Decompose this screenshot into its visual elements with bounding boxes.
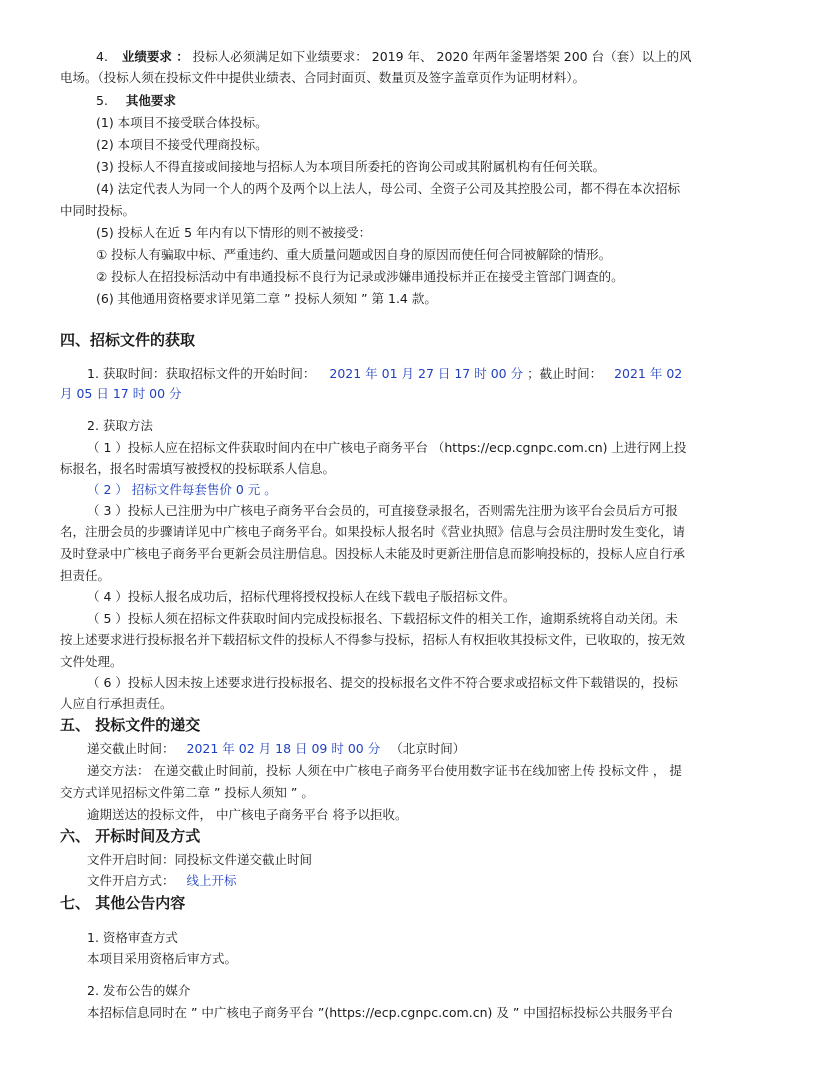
qualification-review-title: 1. 资格审查方式 [87, 930, 178, 945]
late-submission-note: 逾期送达的投标文件， 中广核电子商务平台 将予以拒收。 [87, 807, 408, 822]
method-3-line3: 及时登录中广核电子商务平台更新会员注册信息。因投标人未能及时更新注册信息而影响投标的，投标人应自行承 [60, 546, 686, 561]
method-5-line3: 文件处理。 [60, 654, 123, 669]
method-1-line2: 标报名，报名时需填写被授权的投标联系人信息。 [60, 461, 336, 476]
method-3-line2: 名，注册会员的步骤请详见中广核电子商务平台。如果投标人报名时《营业执照》信息与会员注册时发生变化，请 [60, 524, 686, 539]
method-5-line2: 按上述要求进行投标报名并下载招标文件的投标人不得参与投标，招标人有权拒收其投标文件，已收取的，按无效 [60, 632, 686, 647]
performance-requirement-line1 [96, 47, 692, 67]
label-text: 递交截止时间： [87, 741, 175, 756]
submission-method-line1: 递交方法： 在递交截止时间前，投标 人须在中广核电子商务平台使用数字证书在线加密上传 投标文件 ， 提 [87, 763, 682, 778]
requirement-6: (6) 其他通用资格要求详见第二章 ” 投标人须知 ” 第 1.4 款。 [96, 291, 437, 306]
requirement-4-line2: 中同时投标。 [60, 203, 136, 218]
label-text: 文件开启方式： [87, 873, 175, 888]
publication-media-title: 2. 发布公告的媒介 [87, 983, 191, 998]
section-heading-4: 四、招标文件的获取 [60, 331, 196, 349]
submission-method-line2: 交方式详见招标文件第二章 ” 投标人须知 ” 。 [60, 785, 314, 800]
opening-time: 文件开启时间：同投标文件递交截止时间 [87, 852, 313, 867]
section-heading-6: 六、 开标时间及方式 [60, 827, 201, 845]
acquisition-method-title: 2. 获取方法 [87, 418, 153, 433]
method-3-line1: （ 3 ）投标人已注册为中广核电子商务平台会员的，可直接登录报名，否则需先注册为该平台会员后方可报 [87, 503, 678, 518]
start-time: 2021 年 01 月 27 日 17 时 00 分 [329, 366, 524, 381]
section-heading-7: 七、 其他公告内容 [60, 894, 186, 912]
method-4: （ 4 ）投标人报名成功后，招标代理将授权投标人在线下载电子版招标文件。 [87, 589, 516, 604]
acquisition-time-line1 [87, 364, 682, 384]
opening-method [87, 871, 237, 891]
requirement-2: (2) 本项目不接受代理商投标。 [96, 137, 268, 152]
method-6-line2: 人应自行承担责任。 [60, 696, 173, 711]
end-time-part1: 2021 年 02 [614, 366, 683, 381]
item-number: 5. [96, 93, 108, 108]
method-2: （ 2 ） 招标文件每套售价 0 元 。 [87, 482, 277, 497]
requirement-1: (1) 本项目不接受联合体投标。 [96, 115, 268, 130]
method-5-line1: （ 5 ）投标人须在招标文件获取时间内完成投标报名、下载招标文件的相关工作，逾期系统将自动关闭。未 [87, 611, 678, 626]
submission-deadline [87, 739, 465, 759]
requirement-4-line1: (4) 法定代表人为同一个人的两个及两个以上法人，母公司、全资子公司及其控股公司，都不得在本次招标 [96, 181, 681, 196]
method-6-line1: （ 6 ）投标人因未按上述要求进行投标报名、提交的投标报名文件不符合要求或招标文件下载错误的，投标 [87, 675, 678, 690]
deadline-time: 2021 年 02 月 18 日 09 时 00 分 [186, 741, 381, 756]
label-text: ；截止时间： [527, 366, 603, 381]
performance-requirement-line2: 电场。（投标人须在投标文件中提供业绩表、合同封面页、数量页及签字盖章页作为证明材料）。 [60, 70, 586, 85]
condition-2: ② 投标人在招投标活动中有串通投标不良行为记录或涉嫌串通投标并正在接受主管部门调查的。 [96, 269, 624, 284]
method-3-line4: 担责任。 [60, 568, 111, 583]
condition-1: ① 投标人有骗取中标、严重违约、重大质量问题或因自身的原因而使任何合同被解除的情形。 [96, 247, 612, 262]
item-number: 4. [96, 49, 108, 64]
label-text: 1. 获取时间：获取招标文件的开始时间： [87, 366, 316, 381]
requirement-3: (3) 投标人不得直接或间接地与招标人为本项目所委托的咨询公司或其附属机构有任何关联。 [96, 159, 606, 174]
opening-method-value: 线上开标 [186, 873, 237, 888]
qualification-review-text: 本项目采用资格后审方式。 [87, 951, 238, 966]
timezone-note: （北京时间） [390, 741, 466, 756]
item-heading: 业绩要求 ： [121, 49, 189, 64]
publication-media-text: 本招标信息同时在 ” 中广核电子商务平台 ”(https://ecp.cgnpc.com.cn) 及 ” 中国招标投标公共服务平台 [87, 1005, 674, 1020]
section-heading-5: 五、 投标文件的递交 [60, 716, 201, 734]
method-1-line1: （ 1 ）投标人应在招标文件获取时间内在中广核电子商务平台 （https://ecp.cgnpc.com.cn) 上进行网上投 [87, 440, 687, 455]
end-time-part2: 月 05 日 17 时 00 分 [60, 386, 182, 401]
item-heading: 其他要求 [125, 93, 176, 108]
other-requirements-title [96, 91, 176, 111]
item-text: 投标人必须满足如下业绩要求： 2019 年、 2020 年两年釜署塔架 200 台（套）以上的风 [192, 49, 692, 64]
requirement-5: (5) 投标人在近 5 年内有以下情形的则不被接受： [96, 225, 372, 240]
